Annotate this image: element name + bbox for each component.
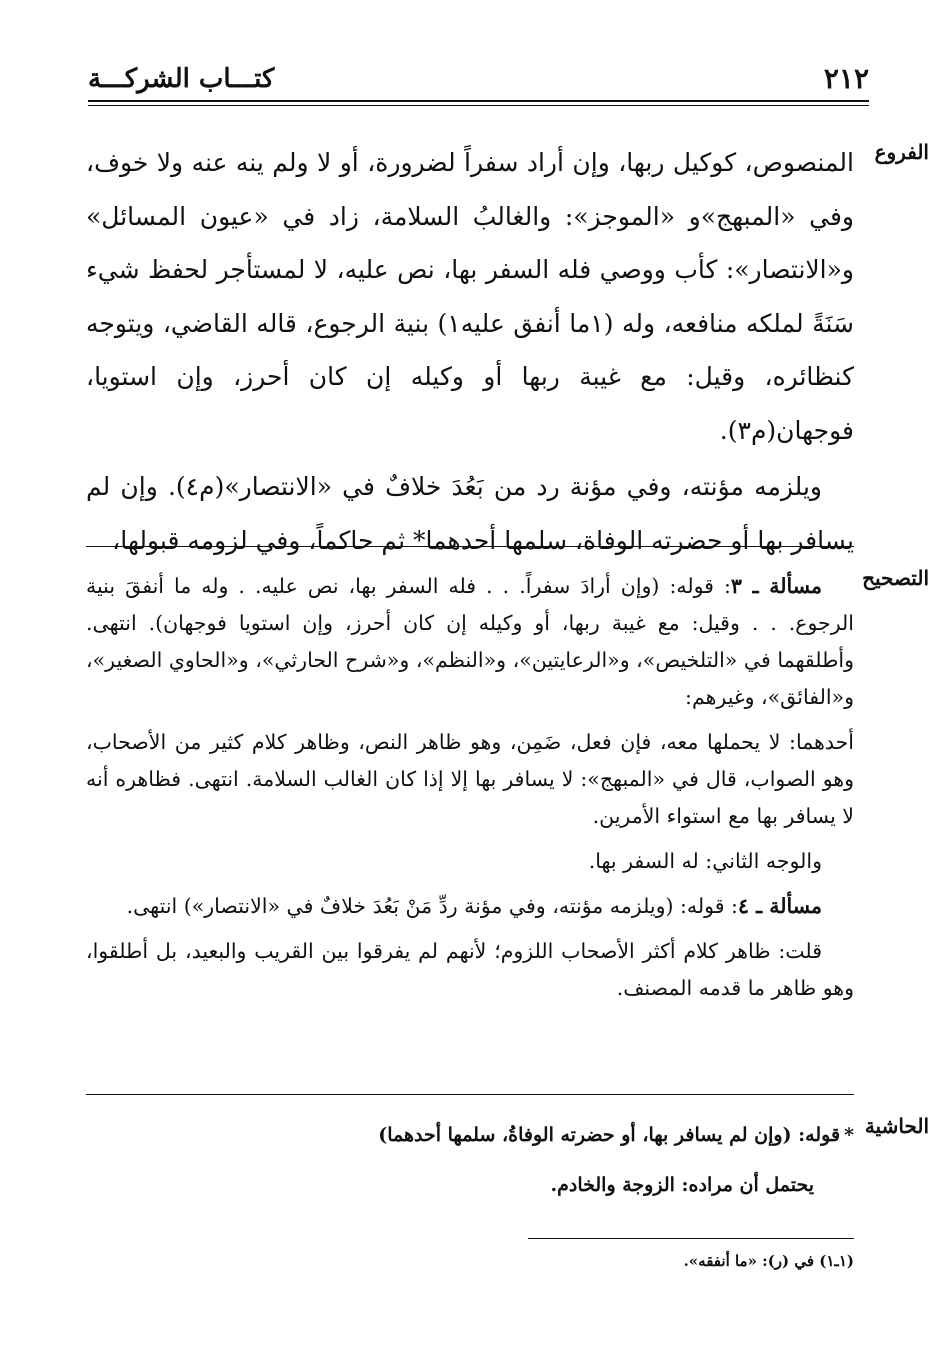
hashiya-quote: قوله: (وإن لم يسافر بها، أو حضرته الوفاةُ، سلمها أحدهما) xyxy=(378,1124,841,1146)
asterisk-mark: * xyxy=(844,1124,854,1146)
masala-3-label: مسألة ـ ٣ xyxy=(730,574,822,598)
masala-4-label: مسألة ـ ٤ xyxy=(737,894,822,918)
tasheeh-text xyxy=(86,568,854,1007)
book-title: كتـــاب الشركـــة xyxy=(88,64,275,94)
second-opinion: والوجه الثاني: له السفر بها. xyxy=(588,849,822,873)
qultu-paragraph: قلت: ظاهر كلام أكثر الأصحاب اللزوم؛ لأنهم لم يفرقوا بين القريب والبعيد، بل أطلقوا، وهو ظاهر ما قدمه المصنف. xyxy=(86,939,854,1000)
masala-4 xyxy=(86,888,854,925)
section-label-tasheeh: التصحيح xyxy=(862,566,929,590)
section-divider-1 xyxy=(86,546,854,547)
hashiya-quote-line xyxy=(86,1114,854,1156)
first-opinion: أحدهما: لا يحملها معه، فإن فعل، ضَمِن، وهو ظاهر النص، وظاهر كلام كثير من الأصحاب، وهو الصواب، قال في «المبهج»: لا يسافر بها إلا إذا كان الغالب السلامة. انتهى. فظاهره أنه لا يسافر بها مع استواء الأمرين. xyxy=(86,730,854,828)
footnote: (١ـ١) في (ر): «ما أنفقه». xyxy=(683,1252,854,1270)
hashiya-note: يحتمل أن مراده: الزوجة والخادم. xyxy=(550,1174,814,1196)
section-label-hashiya: الحاشية xyxy=(864,1114,929,1138)
section-label-furoo: الفروع xyxy=(874,140,929,164)
header-rule-thin xyxy=(88,105,869,106)
page-number: ٢١٢ xyxy=(823,62,869,95)
page-header xyxy=(88,62,869,102)
masala-3 xyxy=(86,568,854,716)
masala-3-text: : قوله: (وإن أرادَ سفراً. . . فله السفر بها، نص عليه. . وله ما أنفقَ بنية الرجوع. . . وقيل: مع غيبة ربها، أو وكيله إن كان أحرز، وإن استويا فوجهان). انتهى. وأطلقهما في «التلخيص»، و«الرعايتين»، و«النظم»، و«شرح الحارثي»، و«الحاوي الصغير»، و«الفائق»، وغيرهم: xyxy=(86,574,854,709)
hashiya-text xyxy=(86,1114,854,1206)
footnote-rule xyxy=(528,1238,854,1239)
header-rule-thick xyxy=(88,100,869,102)
masala-4-text: : قوله: (ويلزمه مؤنته، وفي مؤنة ردِّ مَنْ بَعُدَ خلافٌ في «الانتصار») انتهى. xyxy=(126,894,738,918)
furoo-paragraph-1: المنصوص، كوكيل ربها، وإن أراد سفراً لضرورة، أو لا ولم ينه عنه ولا خوف، وفي «المبهج»و «الموجز»: والغالبُ السلامة، زاد في «عيون المسائل» و«الانتصار»: كأب ووصي فله السفر بها، نص عليه، لا لمستأجر لحفظ شيء سَنَةً لملكه منافعه، وله (١ما أنفق عليه١) بنية الرجوع، قاله القاضي، ويتوجه كنظائره، وقيل: مع غيبة ربها أو وكيله إن كان أحرز، وإن استويا، فوجهان(م٣). xyxy=(86,148,855,445)
section-divider-2 xyxy=(86,1094,854,1095)
furoo-paragraph-2: ويلزمه مؤنته، وفي مؤنة رد من بَعُدَ خلافٌ في «الانتصار»(م٤). وإن لم يسافر بها أو حضرته الوفاة، سلمها أحدهما* ثم حاكماً، وفي لزومه قبولها، xyxy=(86,472,854,555)
furoo-text xyxy=(86,136,854,567)
